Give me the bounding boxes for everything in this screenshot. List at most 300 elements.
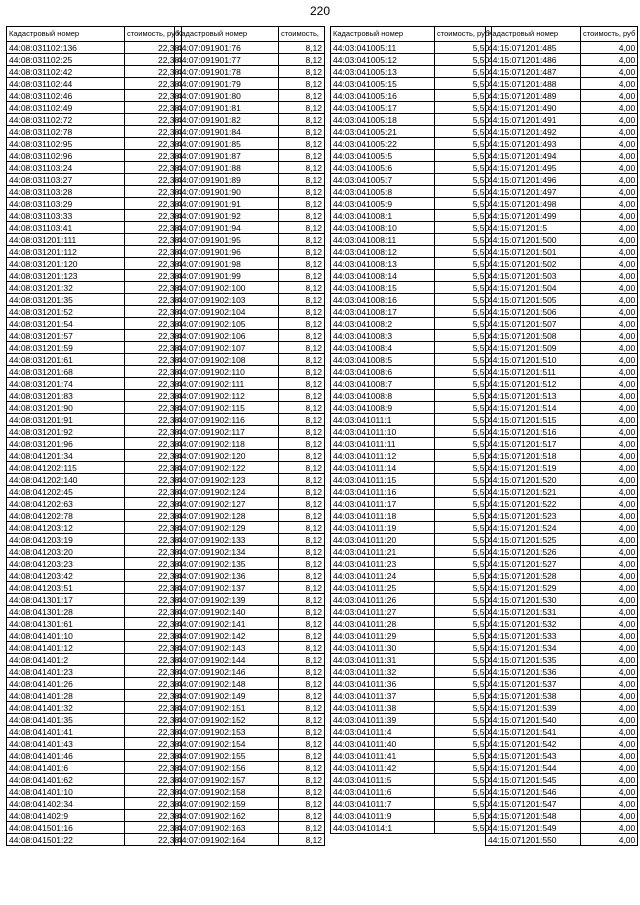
header-cost: стоимость, руб — [581, 27, 638, 42]
cost-cell: 4,00 — [581, 402, 638, 414]
table-row — [486, 606, 638, 618]
table-row — [486, 690, 638, 702]
cost-cell: 4,00 — [581, 726, 638, 738]
cost-cell: 22,38 — [125, 714, 182, 726]
cadastral-number-cell: 44:08:031201:54 — [7, 318, 125, 330]
table-row — [7, 174, 182, 186]
table-body — [486, 42, 638, 846]
cost-cell: 4,00 — [581, 270, 638, 282]
cost-cell: 4,00 — [581, 498, 638, 510]
cost-cell: 8,12 — [279, 642, 325, 654]
cadastral-number-cell: 44:07:091902:118 — [175, 438, 279, 450]
table-row — [331, 702, 492, 714]
cost-cell: 8,12 — [279, 102, 325, 114]
table-row — [486, 270, 638, 282]
cadastral-number-cell: 44:08:031201:68 — [7, 366, 125, 378]
cost-cell: 22,38 — [125, 582, 182, 594]
cost-cell: 5,50 — [435, 138, 492, 150]
table-row — [331, 666, 492, 678]
cadastral-number-cell: 44:03:041008:12 — [331, 246, 435, 258]
table-row — [175, 390, 325, 402]
table-row — [7, 822, 182, 834]
table-row — [7, 786, 182, 798]
cadastral-number-cell: 44:07:091902:106 — [175, 330, 279, 342]
table-row — [331, 690, 492, 702]
cost-cell: 4,00 — [581, 462, 638, 474]
cadastral-number-cell: 44:07:091902:162 — [175, 810, 279, 822]
table-row — [486, 318, 638, 330]
table-row — [175, 330, 325, 342]
cadastral-number-cell: 44:15:071201:536 — [486, 666, 581, 678]
table-row — [7, 738, 182, 750]
cost-cell: 8,12 — [279, 330, 325, 342]
cadastral-number-cell: 44:08:031201:35 — [7, 294, 125, 306]
cost-cell: 22,38 — [125, 426, 182, 438]
cadastral-number-cell: 44:08:031102:72 — [7, 114, 125, 126]
table-row — [486, 414, 638, 426]
table-row — [7, 630, 182, 642]
table-row — [486, 822, 638, 834]
cost-cell: 4,00 — [581, 690, 638, 702]
cadastral-number-cell: 44:15:071201:517 — [486, 438, 581, 450]
cost-cell: 22,38 — [125, 78, 182, 90]
cadastral-number-cell: 44:07:091902:159 — [175, 798, 279, 810]
table-row — [175, 234, 325, 246]
table-row — [7, 654, 182, 666]
table-row — [486, 330, 638, 342]
table-row — [175, 486, 325, 498]
cadastral-number-cell: 44:08:031201:112 — [7, 246, 125, 258]
table-header-row — [175, 27, 325, 42]
cadastral-number-cell: 44:03:041005:12 — [331, 54, 435, 66]
cadastral-number-cell: 44:03:041011:26 — [331, 594, 435, 606]
cadastral-number-cell: 44:07:091902:149 — [175, 690, 279, 702]
table-row — [7, 750, 182, 762]
table-row — [7, 390, 182, 402]
cadastral-table-1 — [6, 26, 182, 846]
table-row — [175, 270, 325, 282]
cadastral-number-cell: 44:03:041005:16 — [331, 90, 435, 102]
cost-cell: 4,00 — [581, 126, 638, 138]
cadastral-number-cell: 44:03:041008:13 — [331, 258, 435, 270]
table-row — [7, 150, 182, 162]
cadastral-number-cell: 44:15:071201:534 — [486, 642, 581, 654]
cost-cell: 22,38 — [125, 798, 182, 810]
table-row — [175, 822, 325, 834]
cost-cell: 4,00 — [581, 714, 638, 726]
cadastral-number-cell: 44:03:041005:8 — [331, 186, 435, 198]
cadastral-number-cell: 44:15:071201:521 — [486, 486, 581, 498]
table-row — [175, 522, 325, 534]
cadastral-number-cell: 44:08:041401:23 — [7, 666, 125, 678]
table-row — [7, 246, 182, 258]
cost-cell: 8,12 — [279, 438, 325, 450]
cost-cell: 4,00 — [581, 54, 638, 66]
table-row — [7, 210, 182, 222]
table-row — [7, 366, 182, 378]
cadastral-number-cell: 44:03:041008:14 — [331, 270, 435, 282]
cadastral-number-cell: 44:07:091901:82 — [175, 114, 279, 126]
table-row — [331, 54, 492, 66]
cadastral-number-cell: 44:08:041501:16 — [7, 822, 125, 834]
cadastral-number-cell: 44:03:041005:13 — [331, 66, 435, 78]
table-row — [486, 402, 638, 414]
table-row — [486, 210, 638, 222]
cadastral-number-cell: 44:08:031102:44 — [7, 78, 125, 90]
header-cost: стоимость, руб — [435, 27, 492, 42]
cadastral-number-cell: 44:03:041005:15 — [331, 78, 435, 90]
cost-cell: 5,50 — [435, 246, 492, 258]
cadastral-number-cell: 44:03:041011:38 — [331, 702, 435, 714]
table-row — [486, 810, 638, 822]
cost-cell: 22,38 — [125, 618, 182, 630]
table-row — [331, 618, 492, 630]
cadastral-number-cell: 44:08:031201:74 — [7, 378, 125, 390]
cadastral-number-cell: 44:03:041005:5 — [331, 150, 435, 162]
cadastral-number-cell: 44:07:091902:123 — [175, 474, 279, 486]
cadastral-number-cell: 44:08:041203:12 — [7, 522, 125, 534]
cadastral-number-cell: 44:15:071201:528 — [486, 570, 581, 582]
table-row — [486, 642, 638, 654]
cost-cell: 22,38 — [125, 738, 182, 750]
cadastral-number-cell: 44:15:071201:531 — [486, 606, 581, 618]
cadastral-number-cell: 44:08:041501:22 — [7, 834, 125, 846]
cadastral-number-cell: 44:15:071201:527 — [486, 558, 581, 570]
cost-cell: 22,38 — [125, 294, 182, 306]
table-row — [7, 510, 182, 522]
cost-cell: 5,50 — [435, 258, 492, 270]
cost-cell: 8,12 — [279, 474, 325, 486]
cost-cell: 22,38 — [125, 750, 182, 762]
cost-cell: 8,12 — [279, 678, 325, 690]
cost-cell: 4,00 — [581, 330, 638, 342]
table-row — [331, 258, 492, 270]
cost-cell: 4,00 — [581, 786, 638, 798]
cost-cell: 4,00 — [581, 162, 638, 174]
cost-cell: 5,50 — [435, 690, 492, 702]
cadastral-number-cell: 44:15:071201:538 — [486, 690, 581, 702]
table-row — [486, 618, 638, 630]
cost-cell: 5,50 — [435, 702, 492, 714]
cadastral-number-cell: 44:07:091902:116 — [175, 414, 279, 426]
cost-cell: 22,38 — [125, 654, 182, 666]
cost-cell: 8,12 — [279, 306, 325, 318]
table-row — [7, 378, 182, 390]
cost-cell: 8,12 — [279, 138, 325, 150]
cadastral-number-cell: 44:07:091901:77 — [175, 54, 279, 66]
cadastral-number-cell: 44:07:091901:95 — [175, 234, 279, 246]
cost-cell: 4,00 — [581, 774, 638, 786]
table-row — [7, 198, 182, 210]
table-row — [175, 102, 325, 114]
table-row — [7, 534, 182, 546]
cost-cell: 5,50 — [435, 726, 492, 738]
table-row — [7, 474, 182, 486]
cost-cell: 5,50 — [435, 126, 492, 138]
cadastral-number-cell: 44:03:041008:3 — [331, 330, 435, 342]
table-row — [331, 318, 492, 330]
table-row — [486, 630, 638, 642]
table-row — [7, 138, 182, 150]
cadastral-number-cell: 44:07:091902:146 — [175, 666, 279, 678]
cadastral-number-cell: 44:15:071201:503 — [486, 270, 581, 282]
cost-cell: 8,12 — [279, 186, 325, 198]
cost-cell: 22,38 — [125, 558, 182, 570]
cadastral-number-cell: 44:03:041011:23 — [331, 558, 435, 570]
table-row — [175, 258, 325, 270]
table-row — [486, 66, 638, 78]
cost-cell: 22,38 — [125, 810, 182, 822]
cadastral-number-cell: 44:15:071201:540 — [486, 714, 581, 726]
cadastral-number-cell: 44:07:091901:76 — [175, 42, 279, 54]
cadastral-number-cell: 44:03:041011:37 — [331, 690, 435, 702]
cadastral-number-cell: 44:03:041011:32 — [331, 666, 435, 678]
table-row — [175, 174, 325, 186]
cadastral-number-cell: 44:03:041005:21 — [331, 126, 435, 138]
cost-cell: 22,38 — [125, 546, 182, 558]
header-cadastral-number: Кадастровый номер — [331, 27, 435, 42]
cadastral-number-cell: 44:15:071201:5 — [486, 222, 581, 234]
cost-cell: 8,12 — [279, 522, 325, 534]
table-row — [7, 234, 182, 246]
cost-cell: 4,00 — [581, 294, 638, 306]
table-row — [175, 810, 325, 822]
cost-cell: 22,38 — [125, 126, 182, 138]
cadastral-number-cell: 44:07:091901:88 — [175, 162, 279, 174]
table-row — [486, 594, 638, 606]
table-row — [331, 810, 492, 822]
cost-cell: 5,50 — [435, 114, 492, 126]
cadastral-number-cell: 44:08:041401:62 — [7, 774, 125, 786]
cost-cell: 4,00 — [581, 414, 638, 426]
table-row — [486, 198, 638, 210]
cost-cell: 22,38 — [125, 318, 182, 330]
table-row — [175, 306, 325, 318]
table-row — [486, 570, 638, 582]
cost-cell: 22,38 — [125, 342, 182, 354]
cadastral-number-cell: 44:07:091902:154 — [175, 738, 279, 750]
cost-cell: 22,38 — [125, 390, 182, 402]
cost-cell: 22,38 — [125, 66, 182, 78]
cost-cell: 4,00 — [581, 822, 638, 834]
cost-cell: 4,00 — [581, 798, 638, 810]
cadastral-number-cell: 44:07:091901:89 — [175, 174, 279, 186]
table-row — [486, 234, 638, 246]
cost-cell: 8,12 — [279, 810, 325, 822]
cost-cell: 22,38 — [125, 570, 182, 582]
cost-cell: 8,12 — [279, 294, 325, 306]
table-row — [7, 618, 182, 630]
table-row — [486, 138, 638, 150]
cost-cell: 4,00 — [581, 834, 638, 846]
cost-cell: 5,50 — [435, 222, 492, 234]
table-row — [331, 114, 492, 126]
cadastral-number-cell: 44:15:071201:496 — [486, 174, 581, 186]
cadastral-number-cell: 44:07:091902:136 — [175, 570, 279, 582]
table-row — [175, 114, 325, 126]
cost-cell: 5,50 — [435, 798, 492, 810]
cadastral-number-cell: 44:15:071201:498 — [486, 198, 581, 210]
table-row — [331, 450, 492, 462]
cost-cell: 4,00 — [581, 522, 638, 534]
table-row — [331, 90, 492, 102]
table-row — [7, 90, 182, 102]
cost-cell: 4,00 — [581, 450, 638, 462]
cost-cell: 5,50 — [435, 294, 492, 306]
cadastral-number-cell: 44:03:041008:10 — [331, 222, 435, 234]
table-row — [7, 498, 182, 510]
cadastral-number-cell: 44:03:041011:27 — [331, 606, 435, 618]
cost-cell: 8,12 — [279, 762, 325, 774]
table-row — [175, 366, 325, 378]
cadastral-number-cell: 44:07:091901:81 — [175, 102, 279, 114]
table-header-row — [486, 27, 638, 42]
table-row — [486, 162, 638, 174]
cost-cell: 4,00 — [581, 618, 638, 630]
cadastral-number-cell: 44:15:071201:532 — [486, 618, 581, 630]
cadastral-number-cell: 44:07:091902:133 — [175, 534, 279, 546]
cost-cell: 22,38 — [125, 522, 182, 534]
table-row — [486, 486, 638, 498]
cadastral-number-cell: 44:03:041011:39 — [331, 714, 435, 726]
cost-cell: 8,12 — [279, 594, 325, 606]
cadastral-number-cell: 44:08:031201:123 — [7, 270, 125, 282]
cost-cell: 4,00 — [581, 390, 638, 402]
cadastral-number-cell: 44:07:091901:91 — [175, 198, 279, 210]
cost-cell: 4,00 — [581, 702, 638, 714]
cadastral-number-cell: 44:15:071201:500 — [486, 234, 581, 246]
cost-cell: 22,38 — [125, 138, 182, 150]
table-row — [7, 186, 182, 198]
table-row — [7, 78, 182, 90]
cost-cell: 4,00 — [581, 474, 638, 486]
table-row — [7, 294, 182, 306]
cadastral-number-cell: 44:08:041203:20 — [7, 546, 125, 558]
cadastral-number-cell: 44:03:041011:10 — [331, 426, 435, 438]
cost-cell: 4,00 — [581, 90, 638, 102]
cost-cell: 22,38 — [125, 834, 182, 846]
cost-cell: 5,50 — [435, 78, 492, 90]
header-cadastral-number: Кадастровый номер — [175, 27, 279, 42]
cadastral-number-cell: 44:15:071201:495 — [486, 162, 581, 174]
table-row — [175, 570, 325, 582]
table-row — [175, 126, 325, 138]
cost-cell: 5,50 — [435, 822, 492, 834]
cadastral-number-cell: 44:07:091902:115 — [175, 402, 279, 414]
cadastral-number-cell: 44:08:041401:41 — [7, 726, 125, 738]
cadastral-number-cell: 44:08:031201:111 — [7, 234, 125, 246]
cadastral-number-cell: 44:15:071201:549 — [486, 822, 581, 834]
cadastral-number-cell: 44:07:091902:120 — [175, 450, 279, 462]
cadastral-number-cell: 44:03:041011:9 — [331, 810, 435, 822]
table-row — [7, 54, 182, 66]
cadastral-number-cell: 44:15:071201:550 — [486, 834, 581, 846]
cost-cell: 5,50 — [435, 522, 492, 534]
cadastral-number-cell: 44:08:041203:19 — [7, 534, 125, 546]
table-row — [175, 834, 325, 846]
cadastral-number-cell: 44:07:091902:155 — [175, 750, 279, 762]
table-row — [331, 78, 492, 90]
table-row — [486, 450, 638, 462]
table-header-row — [7, 27, 182, 42]
table-row — [486, 534, 638, 546]
cost-cell: 4,00 — [581, 150, 638, 162]
cost-cell: 5,50 — [435, 810, 492, 822]
table-row — [175, 606, 325, 618]
table-row — [331, 534, 492, 546]
cadastral-number-cell: 44:15:071201:504 — [486, 282, 581, 294]
cadastral-number-cell: 44:15:071201:537 — [486, 678, 581, 690]
cost-cell: 5,50 — [435, 54, 492, 66]
cadastral-number-cell: 44:07:091902:128 — [175, 510, 279, 522]
cadastral-number-cell: 44:08:031102:42 — [7, 66, 125, 78]
table-row — [331, 102, 492, 114]
cadastral-number-cell: 44:15:071201:501 — [486, 246, 581, 258]
cadastral-number-cell: 44:08:031201:52 — [7, 306, 125, 318]
table-row — [331, 282, 492, 294]
table-body — [175, 42, 325, 846]
cadastral-number-cell: 44:15:071201:491 — [486, 114, 581, 126]
cost-cell: 22,38 — [125, 90, 182, 102]
cadastral-number-cell: 44:03:041011:28 — [331, 618, 435, 630]
cadastral-number-cell: 44:07:091901:98 — [175, 258, 279, 270]
table-row — [175, 378, 325, 390]
cost-cell: 22,38 — [125, 42, 182, 54]
cadastral-number-cell: 44:03:041011:21 — [331, 546, 435, 558]
table-row — [175, 798, 325, 810]
cadastral-number-cell: 44:03:041008:7 — [331, 378, 435, 390]
cadastral-number-cell: 44:08:031201:96 — [7, 438, 125, 450]
cost-cell: 22,38 — [125, 702, 182, 714]
table-row — [7, 258, 182, 270]
cost-cell: 5,50 — [435, 162, 492, 174]
cadastral-number-cell: 44:07:091901:90 — [175, 186, 279, 198]
table-row — [7, 834, 182, 846]
table-row — [486, 426, 638, 438]
table-row — [331, 510, 492, 522]
cadastral-number-cell: 44:07:091901:99 — [175, 270, 279, 282]
cost-cell: 8,12 — [279, 402, 325, 414]
cost-cell: 4,00 — [581, 354, 638, 366]
table-row — [331, 654, 492, 666]
cost-cell: 4,00 — [581, 534, 638, 546]
cost-cell: 5,50 — [435, 414, 492, 426]
cost-cell: 8,12 — [279, 234, 325, 246]
cadastral-table-4 — [485, 26, 638, 846]
table-row — [331, 402, 492, 414]
cadastral-number-cell: 44:07:091902:127 — [175, 498, 279, 510]
table-row — [486, 474, 638, 486]
cost-cell: 5,50 — [435, 774, 492, 786]
cost-cell: 5,50 — [435, 714, 492, 726]
cost-cell: 8,12 — [279, 222, 325, 234]
table-row — [331, 558, 492, 570]
table-row — [175, 594, 325, 606]
table-row — [175, 78, 325, 90]
cadastral-number-cell: 44:15:071201:494 — [486, 150, 581, 162]
table-row — [331, 186, 492, 198]
cadastral-number-cell: 44:15:071201:505 — [486, 294, 581, 306]
cost-cell: 5,50 — [435, 546, 492, 558]
cost-cell: 8,12 — [279, 450, 325, 462]
cadastral-number-cell: 44:15:071201:507 — [486, 318, 581, 330]
table-row — [331, 486, 492, 498]
table-row — [331, 174, 492, 186]
cost-cell: 5,50 — [435, 282, 492, 294]
cadastral-number-cell: 44:07:091902:108 — [175, 354, 279, 366]
cadastral-number-cell: 44:03:041005:7 — [331, 174, 435, 186]
cost-cell: 4,00 — [581, 378, 638, 390]
